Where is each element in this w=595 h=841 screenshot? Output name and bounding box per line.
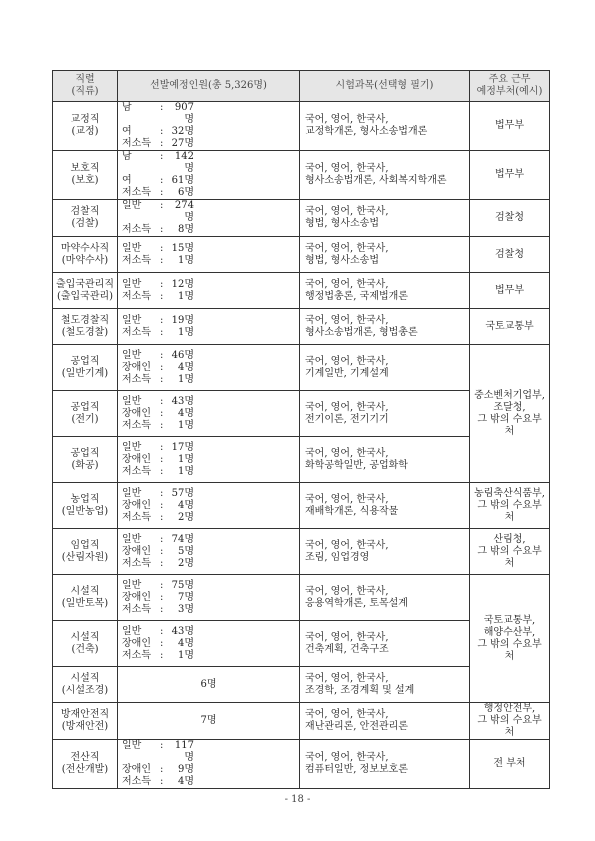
quota-count: 1명 (177, 419, 194, 431)
quota-cell (118, 391, 300, 437)
agency-cell: 행정안전부, 그 밖의 수요부처 (470, 703, 550, 740)
quota-line (122, 454, 296, 466)
quota-count: 46명 (171, 349, 194, 361)
quota-cell (118, 151, 300, 200)
quota-line (122, 512, 296, 524)
quota-count: 3명 (177, 603, 194, 615)
subjects-cell: 국어, 영어, 한국사, 기계일반, 기계설계 (300, 345, 470, 391)
quota-separator: : (160, 637, 164, 649)
quota-cell (118, 575, 300, 621)
quota-count: 2명 (177, 557, 194, 569)
quota-count: 274명 (174, 200, 194, 223)
quota-category: 일반 (122, 314, 142, 326)
quota-category: 여 (122, 175, 132, 186)
quota-line (122, 350, 296, 362)
table-row (53, 483, 550, 529)
quota-separator: : (160, 625, 164, 637)
header-quota: 선발예정인원(총 5,326명) (118, 71, 300, 102)
agency-cell: 법무부 (470, 151, 550, 200)
quota-line (122, 291, 296, 303)
quota-line (122, 558, 296, 570)
table-row (53, 575, 550, 621)
quota-category: 장애인 (122, 637, 151, 649)
quota-category: 장애인 (122, 591, 151, 603)
quota-cell (118, 529, 300, 575)
quota-line (122, 638, 296, 650)
quota-category: 일반 (122, 395, 142, 407)
quota-separator: : (160, 224, 164, 235)
quota-line (122, 255, 296, 267)
quota-count: 32명 (171, 126, 194, 137)
quota-separator: : (160, 126, 164, 137)
quota-category: 일반 (122, 740, 142, 751)
job-series-cell: 농업직 (일반농업) (53, 483, 118, 529)
quota-cell (118, 273, 300, 309)
quota-separator: : (160, 579, 164, 591)
quota-line (122, 580, 296, 592)
quota-category: 장애인 (122, 453, 151, 465)
subjects-cell: 국어, 영어, 한국사, 형법, 형사소송법 (300, 237, 470, 273)
quota-separator: : (160, 138, 164, 149)
subjects-cell: 국어, 영어, 한국사, 건축계획, 건축구조 (300, 621, 470, 667)
quota-count: 1명 (177, 326, 194, 338)
quota-count: 1명 (177, 453, 194, 465)
table-row (53, 309, 550, 345)
quota-line (122, 420, 296, 432)
quota-category: 일반 (122, 242, 142, 254)
quota-category: 저소득 (122, 511, 151, 523)
quota-count: 9명 (177, 764, 194, 775)
job-series-cell: 방재안전직 (방재안전) (53, 703, 118, 740)
quota-separator: : (160, 151, 164, 162)
quota-line (122, 776, 296, 788)
agency-cell: 산림청, 그 밖의 수요부처 (470, 529, 550, 575)
job-series-cell: 마약수사직 (마약수사) (53, 237, 118, 273)
subjects-cell: 국어, 영어, 한국사, 컴퓨터일반, 정보보호론 (300, 740, 470, 789)
quota-count: 43명 (171, 625, 194, 637)
quota-separator: : (160, 764, 164, 775)
quota-line (122, 138, 296, 150)
quota-separator: : (160, 487, 164, 499)
quota-category: 저소득 (122, 373, 151, 385)
quota-count: 2명 (177, 511, 194, 523)
quota-cell: 7명 (118, 703, 300, 740)
quota-line (122, 187, 296, 199)
quota-count: 907명 (174, 102, 194, 125)
subjects-cell: 국어, 영어, 한국사, 조림, 임업경영 (300, 529, 470, 575)
table-row (53, 529, 550, 575)
subjects-cell: 국어, 영어, 한국사, 행정법총론, 국제법개론 (300, 273, 470, 309)
quota-category: 일반 (122, 441, 142, 453)
table-row (53, 345, 550, 391)
quota-count: 117명 (174, 740, 194, 763)
quota-count: 61명 (171, 175, 194, 186)
quota-separator: : (160, 545, 164, 557)
quota-line (122, 327, 296, 339)
quota-separator: : (160, 187, 164, 198)
quota-separator: : (160, 649, 164, 661)
job-series-cell: 철도경찰직 (철도경찰) (53, 309, 118, 345)
job-series-cell: 전산직 (전산개발) (53, 740, 118, 789)
quota-count: 142명 (174, 151, 194, 174)
quota-count: 1명 (177, 254, 194, 266)
job-series-cell: 공업직 (화공) (53, 437, 118, 483)
quota-separator: : (160, 395, 164, 407)
quota-cell (118, 200, 300, 237)
quota-category: 저소득 (122, 776, 151, 787)
quota-line (122, 534, 296, 546)
quota-cell (118, 483, 300, 529)
quota-category: 장애인 (122, 361, 151, 373)
table-row (53, 740, 550, 789)
quota-line (122, 200, 296, 224)
header-job-series: 직렬 (직류) (53, 71, 118, 102)
quota-cell (118, 309, 300, 345)
quota-separator: : (160, 290, 164, 302)
quota-separator: : (160, 361, 164, 373)
table-row (53, 200, 550, 237)
quota-category: 저소득 (122, 326, 151, 338)
quota-category: 남 (122, 151, 132, 162)
job-series-cell: 시설직 (일반토목) (53, 575, 118, 621)
quota-line (122, 740, 296, 764)
quota-line (122, 396, 296, 408)
job-series-cell: 교정직 (교정) (53, 102, 118, 151)
quota-count: 5명 (177, 545, 194, 557)
quota-category: 저소득 (122, 465, 151, 477)
agency-cell: 국토교통부 (470, 309, 550, 345)
agency-cell: 검찰청 (470, 237, 550, 273)
quota-count: 27명 (171, 138, 194, 149)
quota-separator: : (160, 419, 164, 431)
table-body (53, 102, 550, 789)
quota-separator: : (160, 254, 164, 266)
job-series-cell: 검찰직 (검찰) (53, 200, 118, 237)
quota-line (122, 315, 296, 327)
quota-category: 여 (122, 126, 132, 137)
quota-category: 저소득 (122, 138, 151, 149)
quota-separator: : (160, 373, 164, 385)
quota-separator: : (160, 407, 164, 419)
quota-cell (118, 740, 300, 789)
quota-separator: : (160, 465, 164, 477)
quota-line (122, 279, 296, 291)
quota-cell (118, 345, 300, 391)
agency-cell: 중소벤처기업부, 조달청, 그 밖의 수요부처 (470, 345, 550, 483)
subjects-cell: 국어, 영어, 한국사, 조경학, 조경계획 및 설계 (300, 667, 470, 703)
quota-separator: : (160, 326, 164, 338)
quota-category: 일반 (122, 625, 142, 637)
subjects-cell: 국어, 영어, 한국사, 응용역학개론, 토목설계 (300, 575, 470, 621)
quota-separator: : (160, 278, 164, 290)
quota-line (122, 604, 296, 616)
quota-line (122, 374, 296, 386)
quota-line (122, 488, 296, 500)
quota-separator: : (160, 557, 164, 569)
quota-count: 1명 (177, 373, 194, 385)
subjects-cell: 국어, 영어, 한국사, 화학공학일반, 공업화학 (300, 437, 470, 483)
quota-category: 일반 (122, 200, 142, 211)
quota-count: 1명 (177, 465, 194, 477)
agency-cell: 검찰청 (470, 200, 550, 237)
quota-count: 17명 (171, 441, 194, 453)
quota-category: 일반 (122, 533, 142, 545)
quota-category: 장애인 (122, 764, 151, 775)
quota-line (122, 442, 296, 454)
quota-count: 6명 (177, 187, 194, 198)
quota-count: 1명 (177, 649, 194, 661)
subjects-cell: 국어, 영어, 한국사, 교정학개론, 형사소송법개론 (300, 102, 470, 151)
quota-category: 저소득 (122, 290, 151, 302)
quota-category: 일반 (122, 349, 142, 361)
header-subjects: 시험과목(선택형 필기) (300, 71, 470, 102)
quota-line (122, 151, 296, 175)
recruitment-table (52, 70, 550, 789)
agency-cell: 법무부 (470, 102, 550, 151)
quota-count: 12명 (171, 278, 194, 290)
quota-category: 남 (122, 102, 132, 113)
quota-line (122, 500, 296, 512)
quota-line (122, 243, 296, 255)
quota-category: 일반 (122, 487, 142, 499)
quota-category: 장애인 (122, 407, 151, 419)
quota-line (122, 102, 296, 126)
quota-separator: : (160, 200, 164, 211)
table-row (53, 703, 550, 740)
quota-separator: : (160, 441, 164, 453)
quota-count: 8명 (177, 224, 194, 235)
quota-line (122, 466, 296, 478)
table-row (53, 237, 550, 273)
quota-count: 57명 (171, 487, 194, 499)
quota-category: 일반 (122, 579, 142, 591)
agency-cell: 농림축산식품부, 그 밖의 수요부처 (470, 483, 550, 529)
job-series-cell: 시설직 (시설조경) (53, 667, 118, 703)
quota-line (122, 650, 296, 662)
quota-category: 저소득 (122, 254, 151, 266)
quota-line (122, 764, 296, 776)
agency-cell: 국토교통부, 해양수산부, 그 밖의 수요부처 (470, 575, 550, 703)
quota-count: 4명 (177, 407, 194, 419)
quota-line (122, 175, 296, 187)
quota-count: 1명 (177, 290, 194, 302)
quota-line (122, 626, 296, 638)
quota-separator: : (160, 740, 164, 751)
quota-separator: : (160, 242, 164, 254)
quota-count: 43명 (171, 395, 194, 407)
job-series-cell: 공업직 (전기) (53, 391, 118, 437)
quota-separator: : (160, 499, 164, 511)
quota-category: 장애인 (122, 545, 151, 557)
quota-category: 저소득 (122, 649, 151, 661)
table-row (53, 151, 550, 200)
quota-category: 저소득 (122, 557, 151, 569)
quota-count: 4명 (177, 499, 194, 511)
quota-count: 75명 (171, 579, 194, 591)
quota-separator: : (160, 453, 164, 465)
quota-count: 7명 (177, 591, 194, 603)
quota-category: 저소득 (122, 224, 151, 235)
quota-count: 74명 (171, 533, 194, 545)
quota-separator: : (160, 776, 164, 787)
quota-category: 저소득 (122, 419, 151, 431)
subjects-cell: 국어, 영어, 한국사, 형사소송법개론, 형법총론 (300, 309, 470, 345)
quota-separator: : (160, 591, 164, 603)
quota-line (122, 362, 296, 374)
quota-line (122, 224, 296, 236)
quota-separator: : (160, 314, 164, 326)
quota-cell (118, 237, 300, 273)
job-series-cell: 출입국관리직 (출입국관리) (53, 273, 118, 309)
quota-cell (118, 621, 300, 667)
job-series-cell: 임업직 (산림자원) (53, 529, 118, 575)
quota-separator: : (160, 175, 164, 186)
quota-separator: : (160, 349, 164, 361)
quota-cell: 6명 (118, 667, 300, 703)
subjects-cell: 국어, 영어, 한국사, 형사소송법개론, 사회복지학개론 (300, 151, 470, 200)
quota-cell (118, 102, 300, 151)
quota-separator: : (160, 533, 164, 545)
quota-separator: : (160, 102, 164, 113)
job-series-cell: 보호직 (보호) (53, 151, 118, 200)
table-row (53, 273, 550, 309)
page-number: - 18 - (284, 794, 311, 805)
quota-cell (118, 437, 300, 483)
header-agency: 주요 근무 예정부처(예시) (470, 71, 550, 102)
quota-category: 저소득 (122, 603, 151, 615)
subjects-cell: 국어, 영어, 한국사, 재배학개론, 식용작물 (300, 483, 470, 529)
quota-line (122, 546, 296, 558)
quota-separator: : (160, 603, 164, 615)
agency-cell: 법무부 (470, 273, 550, 309)
agency-cell: 전 부처 (470, 740, 550, 789)
quota-category: 일반 (122, 278, 142, 290)
quota-category: 장애인 (122, 499, 151, 511)
quota-count: 4명 (177, 637, 194, 649)
quota-count: 15명 (171, 242, 194, 254)
subjects-cell: 국어, 영어, 한국사, 전기이론, 전기기기 (300, 391, 470, 437)
table-header-row (53, 71, 550, 102)
job-series-cell: 시설직 (건축) (53, 621, 118, 667)
quota-count: 19명 (171, 314, 194, 326)
quota-category: 저소득 (122, 187, 151, 198)
quota-line (122, 126, 296, 138)
quota-count: 4명 (177, 776, 194, 787)
table-row (53, 102, 550, 151)
quota-count: 4명 (177, 361, 194, 373)
quota-line (122, 408, 296, 420)
subjects-cell: 국어, 영어, 한국사, 형법, 형사소송법 (300, 200, 470, 237)
quota-line (122, 592, 296, 604)
job-series-cell: 공업직 (일반기계) (53, 345, 118, 391)
subjects-cell: 국어, 영어, 한국사, 재난관리론, 안전관리론 (300, 703, 470, 740)
quota-separator: : (160, 511, 164, 523)
